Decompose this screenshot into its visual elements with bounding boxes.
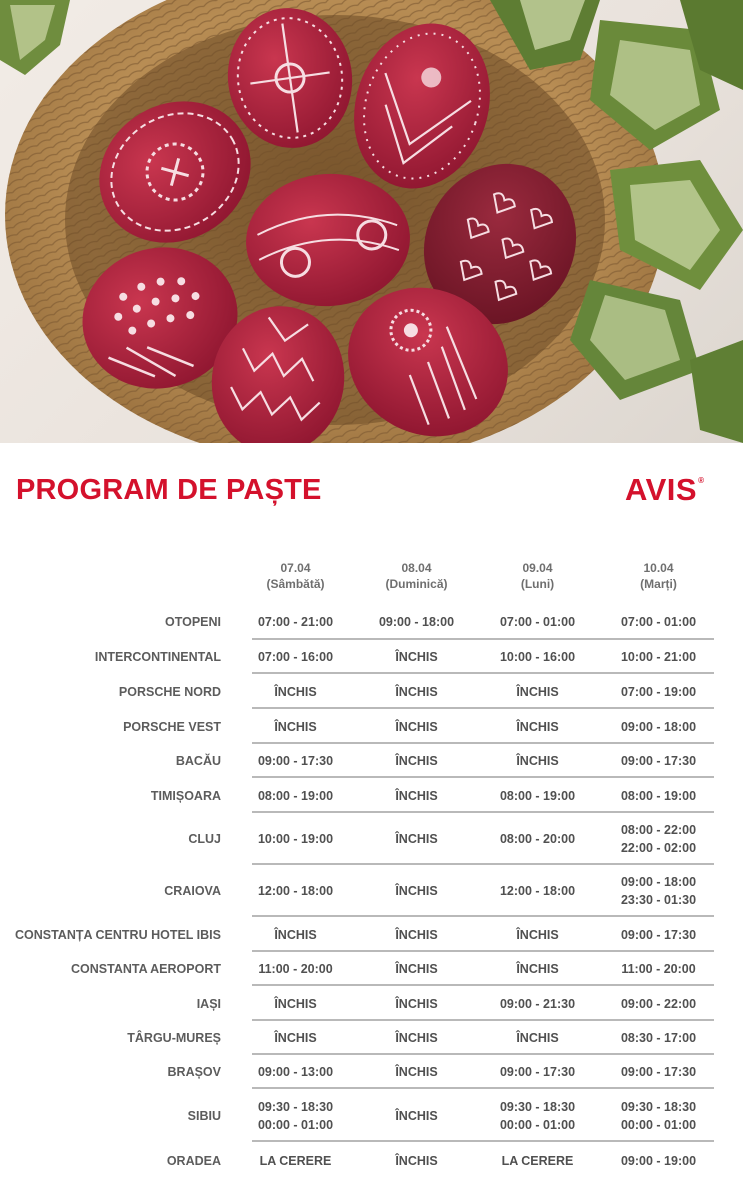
hours-line: ÎNCHIS xyxy=(395,927,438,942)
hours-cell xyxy=(477,1098,598,1134)
hours-line: 00:00 - 01:00 xyxy=(499,1117,576,1132)
hours-cell xyxy=(356,683,477,701)
hours-line: 09:30 - 18:30 xyxy=(499,1099,576,1114)
easter-schedule-table xyxy=(0,560,743,1179)
day-weekday: (Marți) xyxy=(640,577,677,591)
hours-cell xyxy=(598,683,719,701)
hours-line: 12:00 - 18:00 xyxy=(257,884,334,898)
hours-line: LA CERERE xyxy=(259,1153,332,1168)
hours-line: 00:00 - 01:00 xyxy=(257,1117,334,1132)
table-row xyxy=(0,917,743,952)
hours-cell xyxy=(598,1063,719,1081)
hours-cell xyxy=(477,1063,598,1081)
hours-cell xyxy=(235,683,356,701)
hours-cell xyxy=(235,960,356,978)
day-weekday: (Duminică) xyxy=(385,577,448,591)
table-row xyxy=(0,744,743,778)
hours-cell xyxy=(356,882,477,900)
day-header xyxy=(477,560,598,592)
easter-eggs-illustration xyxy=(0,0,743,443)
location-name: CONSTANȚA CENTRU HOTEL IBIS xyxy=(14,927,221,942)
hours-line: ÎNCHIS xyxy=(395,754,438,768)
location-name: SIBIU xyxy=(187,1108,221,1123)
table-row xyxy=(0,952,743,986)
hours-line: ÎNCHIS xyxy=(395,832,438,846)
hours-line: ÎNCHIS xyxy=(395,650,438,664)
location-name: BACĂU xyxy=(175,754,221,768)
hours-line: ÎNCHIS xyxy=(395,684,438,699)
hours-cell xyxy=(598,960,719,978)
hours-line: 07:00 - 01:00 xyxy=(620,615,697,629)
hours-line: 07:00 - 16:00 xyxy=(257,650,334,664)
table-row xyxy=(0,640,743,674)
hours-cell xyxy=(356,960,477,978)
location-name: INTERCONTINENTAL xyxy=(94,650,221,664)
avis-logo xyxy=(625,472,703,508)
hours-line: 12:00 - 18:00 xyxy=(499,884,576,898)
hours-cell xyxy=(235,1152,356,1170)
location-name: TIMIȘOARA xyxy=(150,788,221,803)
hours-line: 10:00 - 21:00 xyxy=(620,650,697,664)
table-row xyxy=(0,778,743,813)
table-body xyxy=(0,604,743,1179)
hours-cell xyxy=(356,648,477,666)
hours-cell xyxy=(235,1063,356,1081)
hours-cell xyxy=(235,1098,356,1134)
table-row xyxy=(0,865,743,917)
hours-line: ÎNCHIS xyxy=(395,1153,438,1168)
hours-cell xyxy=(235,718,356,736)
day-weekday: (Sâmbătă) xyxy=(266,577,325,591)
location-name: OTOPENI xyxy=(164,615,221,629)
hours-line: ÎNCHIS xyxy=(274,927,317,942)
hours-cell xyxy=(477,960,598,978)
hours-cell xyxy=(356,1063,477,1081)
location-name: CONSTANTA AEROPORT xyxy=(71,962,221,976)
table-row xyxy=(0,709,743,744)
hours-cell xyxy=(477,648,598,666)
hours-line: 11:00 - 20:00 xyxy=(258,962,333,976)
hours-cell xyxy=(477,830,598,848)
hours-line: 09:00 - 18:00 xyxy=(378,615,455,629)
hours-cell xyxy=(598,926,719,944)
hours-line: ÎNCHIS xyxy=(395,996,438,1011)
hours-line: 07:00 - 01:00 xyxy=(499,615,576,629)
hours-cell xyxy=(477,752,598,770)
hours-line: ÎNCHIS xyxy=(516,1031,559,1045)
table-row xyxy=(0,1055,743,1089)
hours-line: ÎNCHIS xyxy=(395,1108,438,1123)
hours-cell xyxy=(356,1029,477,1047)
hours-cell xyxy=(235,882,356,900)
hours-line: 08:00 - 19:00 xyxy=(620,788,697,803)
hours-cell xyxy=(356,718,477,736)
hours-cell xyxy=(598,821,719,857)
hours-line: 09:00 - 17:30 xyxy=(620,927,697,942)
location-name: TÂRGU-MUREȘ xyxy=(127,1031,221,1045)
avis-logo-text: AVIS xyxy=(625,472,698,507)
hours-line: ÎNCHIS xyxy=(516,684,559,699)
hours-line: ÎNCHIS xyxy=(395,788,438,803)
hours-cell xyxy=(356,926,477,944)
hours-cell xyxy=(477,926,598,944)
hours-cell xyxy=(598,873,719,909)
table-row xyxy=(0,1089,743,1142)
hours-cell xyxy=(477,683,598,701)
hours-cell xyxy=(235,787,356,805)
hours-line: ÎNCHIS xyxy=(274,684,317,699)
hours-cell xyxy=(598,648,719,666)
hours-line: 11:00 - 20:00 xyxy=(621,962,696,976)
hours-cell xyxy=(356,787,477,805)
day-header xyxy=(235,560,356,592)
hours-line: ÎNCHIS xyxy=(516,754,559,768)
hours-line: 09:30 - 18:30 xyxy=(620,1099,697,1114)
hours-cell xyxy=(477,1152,598,1170)
hours-line: 10:00 - 16:00 xyxy=(499,650,576,664)
day-weekday: (Luni) xyxy=(520,577,555,591)
table-row xyxy=(0,813,743,865)
location-name: CLUJ xyxy=(188,832,221,846)
hours-line: 09:30 - 18:30 xyxy=(257,1099,334,1114)
hours-line: ÎNCHIS xyxy=(516,927,559,942)
hours-line: 07:00 - 21:00 xyxy=(257,615,334,629)
hours-line: ÎNCHIS xyxy=(395,962,438,976)
location-name: BRAȘOV xyxy=(167,1065,221,1079)
hours-line: 09:00 - 18:00 xyxy=(620,719,697,734)
hours-line: ÎNCHIS xyxy=(516,962,559,976)
hours-line: 09:00 - 22:00 xyxy=(620,996,697,1011)
registered-mark: ® xyxy=(698,476,705,485)
table-row xyxy=(0,604,743,640)
hours-line: 09:00 - 18:00 xyxy=(620,875,697,889)
hours-cell xyxy=(477,718,598,736)
hours-line: 08:00 - 22:00 xyxy=(620,823,697,837)
hours-cell xyxy=(598,752,719,770)
hours-cell xyxy=(477,787,598,805)
day-header xyxy=(598,560,719,592)
hours-cell xyxy=(598,613,719,631)
hours-cell xyxy=(235,830,356,848)
hours-cell xyxy=(477,882,598,900)
hours-line: LA CERERE xyxy=(501,1153,574,1168)
hours-line: ÎNCHIS xyxy=(395,1031,438,1045)
hours-line: 08:30 - 17:00 xyxy=(620,1031,697,1045)
hours-line: 08:00 - 19:00 xyxy=(499,788,576,803)
hours-cell xyxy=(598,1152,719,1170)
location-name: PORSCHE NORD xyxy=(118,684,221,699)
hours-line: ÎNCHIS xyxy=(274,719,317,734)
hours-line: ÎNCHIS xyxy=(516,719,559,734)
hours-line: ÎNCHIS xyxy=(274,1031,317,1045)
hours-line: 09:00 - 17:30 xyxy=(620,754,697,768)
hours-cell xyxy=(598,787,719,805)
hours-cell xyxy=(235,926,356,944)
page-title: PROGRAM DE PAȘTE xyxy=(16,474,322,506)
table-row xyxy=(0,1021,743,1055)
hours-cell xyxy=(477,1029,598,1047)
hours-line: 09:00 - 13:00 xyxy=(257,1065,334,1079)
hours-cell xyxy=(235,1029,356,1047)
hours-line: 10:00 - 19:00 xyxy=(257,832,334,846)
hours-cell xyxy=(235,995,356,1013)
day-header xyxy=(356,560,477,592)
hours-line: 08:00 - 20:00 xyxy=(499,832,576,846)
hours-cell xyxy=(598,718,719,736)
day-date: 10.04 xyxy=(643,561,674,575)
table-row xyxy=(0,674,743,709)
hours-cell xyxy=(356,613,477,631)
hours-line: 09:00 - 17:30 xyxy=(499,1065,576,1079)
hours-line: 07:00 - 19:00 xyxy=(620,684,697,699)
hours-cell xyxy=(235,648,356,666)
hours-cell xyxy=(356,830,477,848)
hours-cell xyxy=(598,995,719,1013)
hours-line: 00:00 - 01:00 xyxy=(620,1117,697,1132)
location-name: ORADEA xyxy=(166,1153,221,1168)
hours-cell xyxy=(598,1098,719,1134)
table-row xyxy=(0,986,743,1021)
hours-cell xyxy=(477,995,598,1013)
day-date: 08.04 xyxy=(401,561,432,575)
hours-cell xyxy=(598,1029,719,1047)
hours-line: ÎNCHIS xyxy=(395,884,438,898)
hours-line: ÎNCHIS xyxy=(395,1065,438,1079)
hours-line: ÎNCHIS xyxy=(395,719,438,734)
hours-cell xyxy=(356,1107,477,1125)
hours-cell xyxy=(356,1152,477,1170)
hours-cell xyxy=(235,752,356,770)
hours-line: 09:00 - 17:30 xyxy=(620,1065,697,1079)
location-name: CRAIOVA xyxy=(164,884,221,898)
hero-photo xyxy=(0,0,743,443)
hours-cell xyxy=(235,613,356,631)
hours-cell xyxy=(477,613,598,631)
hours-line: 09:00 - 19:00 xyxy=(620,1153,697,1168)
hours-line: ÎNCHIS xyxy=(274,996,317,1011)
hours-line: 22:00 - 02:00 xyxy=(620,841,697,855)
hours-line: 09:00 - 21:30 xyxy=(499,996,576,1011)
hours-line: 09:00 - 17:30 xyxy=(257,754,334,768)
day-date: 07.04 xyxy=(280,561,311,575)
location-name: IAȘI xyxy=(196,996,221,1011)
location-name: PORSCHE VEST xyxy=(123,719,221,734)
hours-cell xyxy=(356,995,477,1013)
day-date: 09.04 xyxy=(522,561,553,575)
hours-line: 23:30 - 01:30 xyxy=(620,893,697,907)
table-header-row xyxy=(0,560,743,604)
table-row xyxy=(0,1142,743,1179)
hours-line: 08:00 - 19:00 xyxy=(257,788,334,803)
hours-cell xyxy=(356,752,477,770)
